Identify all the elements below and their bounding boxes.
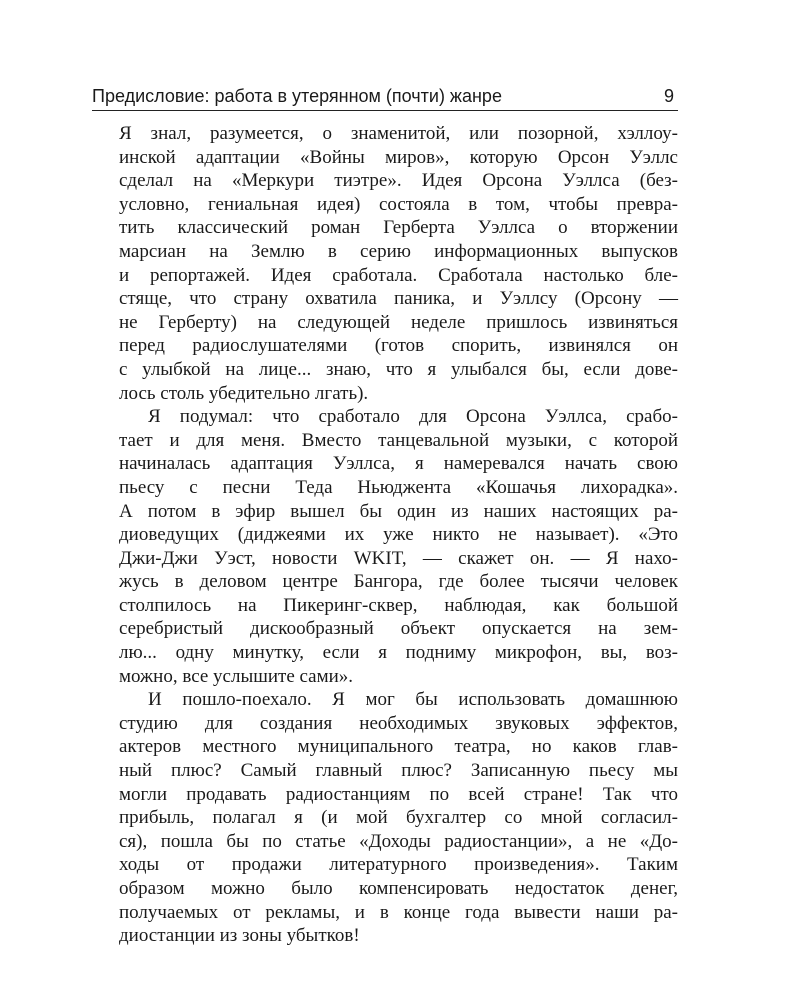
running-header [92,84,678,111]
text-line: А потом в эфир вышел бы один из наших настоящих ра- [119,500,678,522]
paragraph-2 [119,405,678,688]
text-line: актеров местного муниципального театра, но каков глав- [119,736,678,758]
paragraph-1 [119,122,678,405]
text-line: получаемых от рекламы, и в конце года вывести наши ра- [119,901,678,923]
text-line: можно, все услышите сами». [119,665,354,687]
text-line: начиналась адаптация Уэллса, я намеревался начать свою [119,453,678,475]
text-line: лось столь убедительно лгать). [119,382,369,404]
text-line: жусь в деловом центре Бангора, где более тысячи человек [119,571,678,593]
text-line: Я подумал: что сработало для Орсона Уэллса, срабо- [148,406,678,428]
text-line: И пошло-поехало. Я мог бы использовать домашнюю [148,689,678,711]
paragraph-3 [119,688,678,948]
text-line: могли продавать радиостанциям по всей стране! Так что [119,783,678,805]
page-number: 9 [663,86,674,106]
text-line: тает и для меня. Вместо танцевальной музыки, с которой [119,429,678,451]
text-line: ходы от продажи литературного произведения». Таким [119,854,678,876]
text-line: Джи-Джи Уэст, новости WKIT, — скажет он. — Я нахо- [119,547,678,569]
text-line: и репортажей. Идея сработала. Сработала настолько бле- [119,264,678,286]
text-line: пьесу с песни Теда Ньюджента «Кошачья лихорадка». [119,476,678,498]
text-line: серебристый дискообразный объект опускается на зем- [119,618,678,640]
text-line: ся), пошла бы по статье «Доходы радиостанции», а не «До- [119,830,678,852]
text-line: столпилось на Пикеринг-сквер, наблюдая, как большой [119,594,678,616]
text-line: тить классический роман Герберта Уэллса о вторжении [119,217,678,239]
chapter-title: Предисловие: работа в утерянном (почти) жанре [92,86,502,106]
text-line: сделал на «Меркури тиэтре». Идея Орсона Уэллса (без- [119,170,678,192]
text-line: Я знал, разумеется, о знаменитой, или позорной, хэллоу- [119,123,678,144]
text-line: прибыль, полагал я (и мой бухгалтер со мной согласил- [119,807,678,829]
text-line: условно, гениальная идея) состояла в том, чтобы превра- [119,193,678,215]
text-line: стяще, что страну охватила паника, и Уэллсу (Орсону — [119,288,678,310]
text-line: марсиан на Землю в серию информационных выпусков [119,240,678,262]
text-line: образом можно было компенсировать недостаток денег, [119,878,678,899]
text-line: с улыбкой на лице... знаю, что я улыбался бы, если дове- [119,358,678,380]
body-text [119,122,678,948]
text-line: лю... одну минутку, если я подниму микрофон, вы, воз- [119,642,678,664]
text-line: диоведущих (диджеями их уже никто не называет). «Это [119,524,678,546]
text-line: ный плюс? Самый главный плюс? Записанную пьесу мы [119,760,678,782]
text-line: диостанции из зоны убытков! [119,925,360,947]
text-line: перед радиослушателями (готов спорить, извинялся он [119,335,678,357]
text-line: инской адаптации «Войны миров», которую Орсон Уэллс [119,146,678,168]
text-line: не Герберту) на следующей неделе пришлось извиняться [119,311,678,333]
text-line: студию для создания необходимых звуковых эффектов, [119,712,678,734]
